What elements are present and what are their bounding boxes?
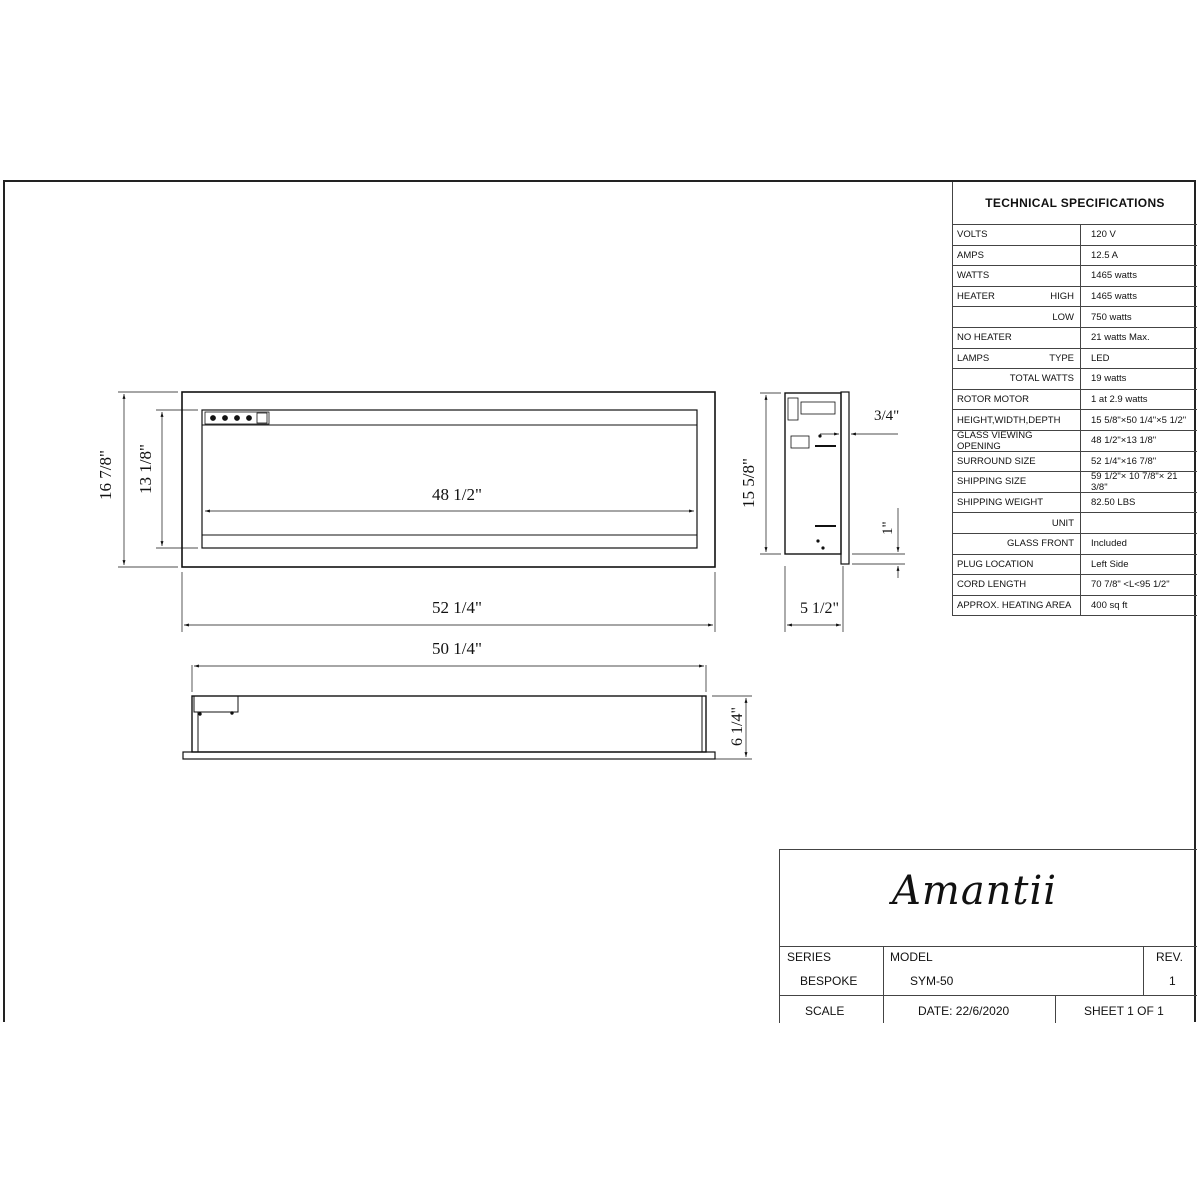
top-view-outline — [192, 696, 706, 752]
front-glass-opening — [202, 410, 697, 548]
spec-row — [953, 349, 1197, 370]
plug-icon — [791, 436, 809, 448]
spec-label: SHIPPING SIZE — [957, 476, 1027, 488]
glass-width-label: 48 1/2" — [432, 485, 482, 504]
spec-value: Included — [1081, 534, 1197, 555]
side-view-trim — [841, 392, 849, 564]
spec-row — [953, 225, 1197, 246]
top-depth-label: 6 1/4" — [729, 707, 746, 746]
title-block — [779, 849, 1197, 1023]
side-depth-label: 5 1/2" — [800, 600, 839, 617]
spec-sublabel: HIGH — [1050, 291, 1074, 303]
spec-value: 15 5/8"×50 1/4"×5 1/2" — [1081, 410, 1197, 431]
spec-row — [953, 431, 1197, 452]
spec-key-cell — [953, 534, 1081, 555]
spec-key-cell — [953, 493, 1081, 514]
spec-row — [953, 596, 1197, 617]
series-label: SERIES — [787, 950, 832, 964]
spec-sublabel: TYPE — [1049, 352, 1074, 364]
model-label: MODEL — [890, 950, 933, 964]
spec-label: LAMPS — [957, 352, 990, 364]
top-view-labels — [432, 639, 746, 746]
spec-key-cell — [953, 555, 1081, 576]
spec-key-cell — [953, 369, 1081, 390]
spec-table — [952, 182, 1197, 616]
button-icon — [235, 416, 240, 421]
spec-key-cell — [953, 575, 1081, 596]
spec-value: 400 sq ft — [1081, 596, 1197, 617]
side-view-labels — [739, 408, 899, 617]
spec-row — [953, 493, 1197, 514]
glass-height-label: 13 1/8" — [136, 444, 155, 494]
top-view-trim — [183, 752, 715, 759]
spec-title: TECHNICAL SPECIFICATIONS — [953, 182, 1197, 225]
spec-value: 21 watts Max. — [1081, 328, 1197, 349]
spec-label: SURROUND SIZE — [957, 455, 1036, 467]
spec-label: SHIPPING WEIGHT — [957, 497, 1044, 509]
spec-label: WATTS — [957, 270, 990, 282]
spec-label: VOLTS — [957, 229, 988, 241]
trim-depth-label: 3/4" — [874, 408, 900, 424]
spec-label: NO HEATER — [957, 332, 1012, 344]
spec-value: 12.5 A — [1081, 246, 1197, 267]
spec-row — [953, 390, 1197, 411]
spec-label: ROTOR MOTOR — [957, 394, 1029, 406]
bottom-gap-label: 1" — [880, 521, 896, 535]
spec-row — [953, 452, 1197, 473]
spec-sublabel: UNIT — [1051, 517, 1074, 529]
spec-value: Left Side — [1081, 555, 1197, 576]
spec-value: 19 watts — [1081, 369, 1197, 390]
spec-row — [953, 472, 1197, 493]
spec-label: AMPS — [957, 249, 984, 261]
spec-key-cell — [953, 349, 1081, 370]
date-label: DATE: 22/6/2020 — [918, 1004, 1010, 1018]
spec-key-cell — [953, 390, 1081, 411]
spec-value: 52 1/4"×16 7/8" — [1081, 452, 1197, 473]
spec-label: HEIGHT,WIDTH,DEPTH — [957, 414, 1061, 426]
logo-area — [780, 850, 1197, 947]
spec-row — [953, 328, 1197, 349]
spec-row — [953, 513, 1197, 534]
surround-height-label: 16 7/8" — [96, 450, 115, 500]
spec-value: 750 watts — [1081, 307, 1197, 328]
spec-row — [953, 575, 1197, 596]
spec-row — [953, 369, 1197, 390]
spec-sublabel: LOW — [1052, 311, 1074, 323]
spec-key-cell — [953, 287, 1081, 308]
model-value: SYM-50 — [910, 974, 954, 988]
front-surround-outline — [182, 392, 715, 567]
surround-width-label: 52 1/4" — [432, 598, 482, 617]
front-view-labels — [96, 444, 482, 617]
spec-sublabel: GLASS FRONT — [1006, 538, 1074, 550]
side-view — [760, 392, 905, 632]
spec-value: 1465 watts — [1081, 266, 1197, 287]
rev-label: REV. — [1156, 950, 1183, 964]
spec-value: 120 V — [1081, 225, 1197, 246]
front-view — [118, 392, 715, 632]
spec-key-cell — [953, 452, 1081, 473]
spec-row — [953, 410, 1197, 431]
spec-label: HEATER — [957, 291, 995, 303]
spec-row — [953, 534, 1197, 555]
side-height-label: 15 5/8" — [739, 458, 758, 508]
unit-width-label: 50 1/4" — [432, 639, 482, 658]
button-icon — [247, 416, 252, 421]
spec-label: CORD LENGTH — [957, 579, 1027, 591]
spec-key-cell — [953, 328, 1081, 349]
spec-key-cell — [953, 410, 1081, 431]
spec-key-cell — [953, 472, 1081, 493]
button-icon — [223, 416, 228, 421]
spec-row — [953, 266, 1197, 287]
spec-key-cell — [953, 246, 1081, 267]
spec-key-cell — [953, 513, 1081, 534]
spec-sublabel: TOTAL WATTS — [1009, 373, 1074, 385]
spec-row — [953, 287, 1197, 308]
spec-label: PLUG LOCATION — [957, 558, 1034, 570]
top-view-control-box — [194, 696, 238, 712]
spec-key-cell — [953, 596, 1081, 617]
spec-value: 1 at 2.9 watts — [1081, 390, 1197, 411]
spec-row — [953, 307, 1197, 328]
button-icon — [211, 416, 216, 421]
brand-logo: Amantii — [892, 868, 1058, 914]
spec-value: LED — [1081, 349, 1197, 370]
series-value: BESPOKE — [800, 974, 858, 988]
spec-row — [953, 555, 1197, 576]
side-view-body — [785, 393, 841, 554]
top-view — [183, 665, 752, 759]
spec-value: 70 7/8" <L<95 1/2" — [1081, 575, 1197, 596]
spec-key-cell — [953, 266, 1081, 287]
spec-value: 1465 watts — [1081, 287, 1197, 308]
rev-value: 1 — [1169, 974, 1176, 988]
sheet-label: SHEET 1 OF 1 — [1084, 1004, 1164, 1018]
spec-label: GLASS VIEWING OPENING — [957, 429, 1033, 452]
spec-value: 48 1/2"×13 1/8" — [1081, 431, 1197, 452]
spec-value: 59 1/2"× 10 7/8"× 21 3/8" — [1081, 472, 1197, 493]
scale-label: SCALE — [805, 1004, 845, 1018]
spec-key-cell — [953, 225, 1081, 246]
spec-value — [1081, 513, 1197, 534]
spec-label: APPROX. HEATING AREA — [957, 599, 1072, 611]
spec-key-cell — [953, 431, 1081, 452]
spec-rows — [953, 225, 1197, 616]
spec-row — [953, 246, 1197, 267]
spec-key-cell — [953, 307, 1081, 328]
spec-value: 82.50 LBS — [1081, 493, 1197, 514]
